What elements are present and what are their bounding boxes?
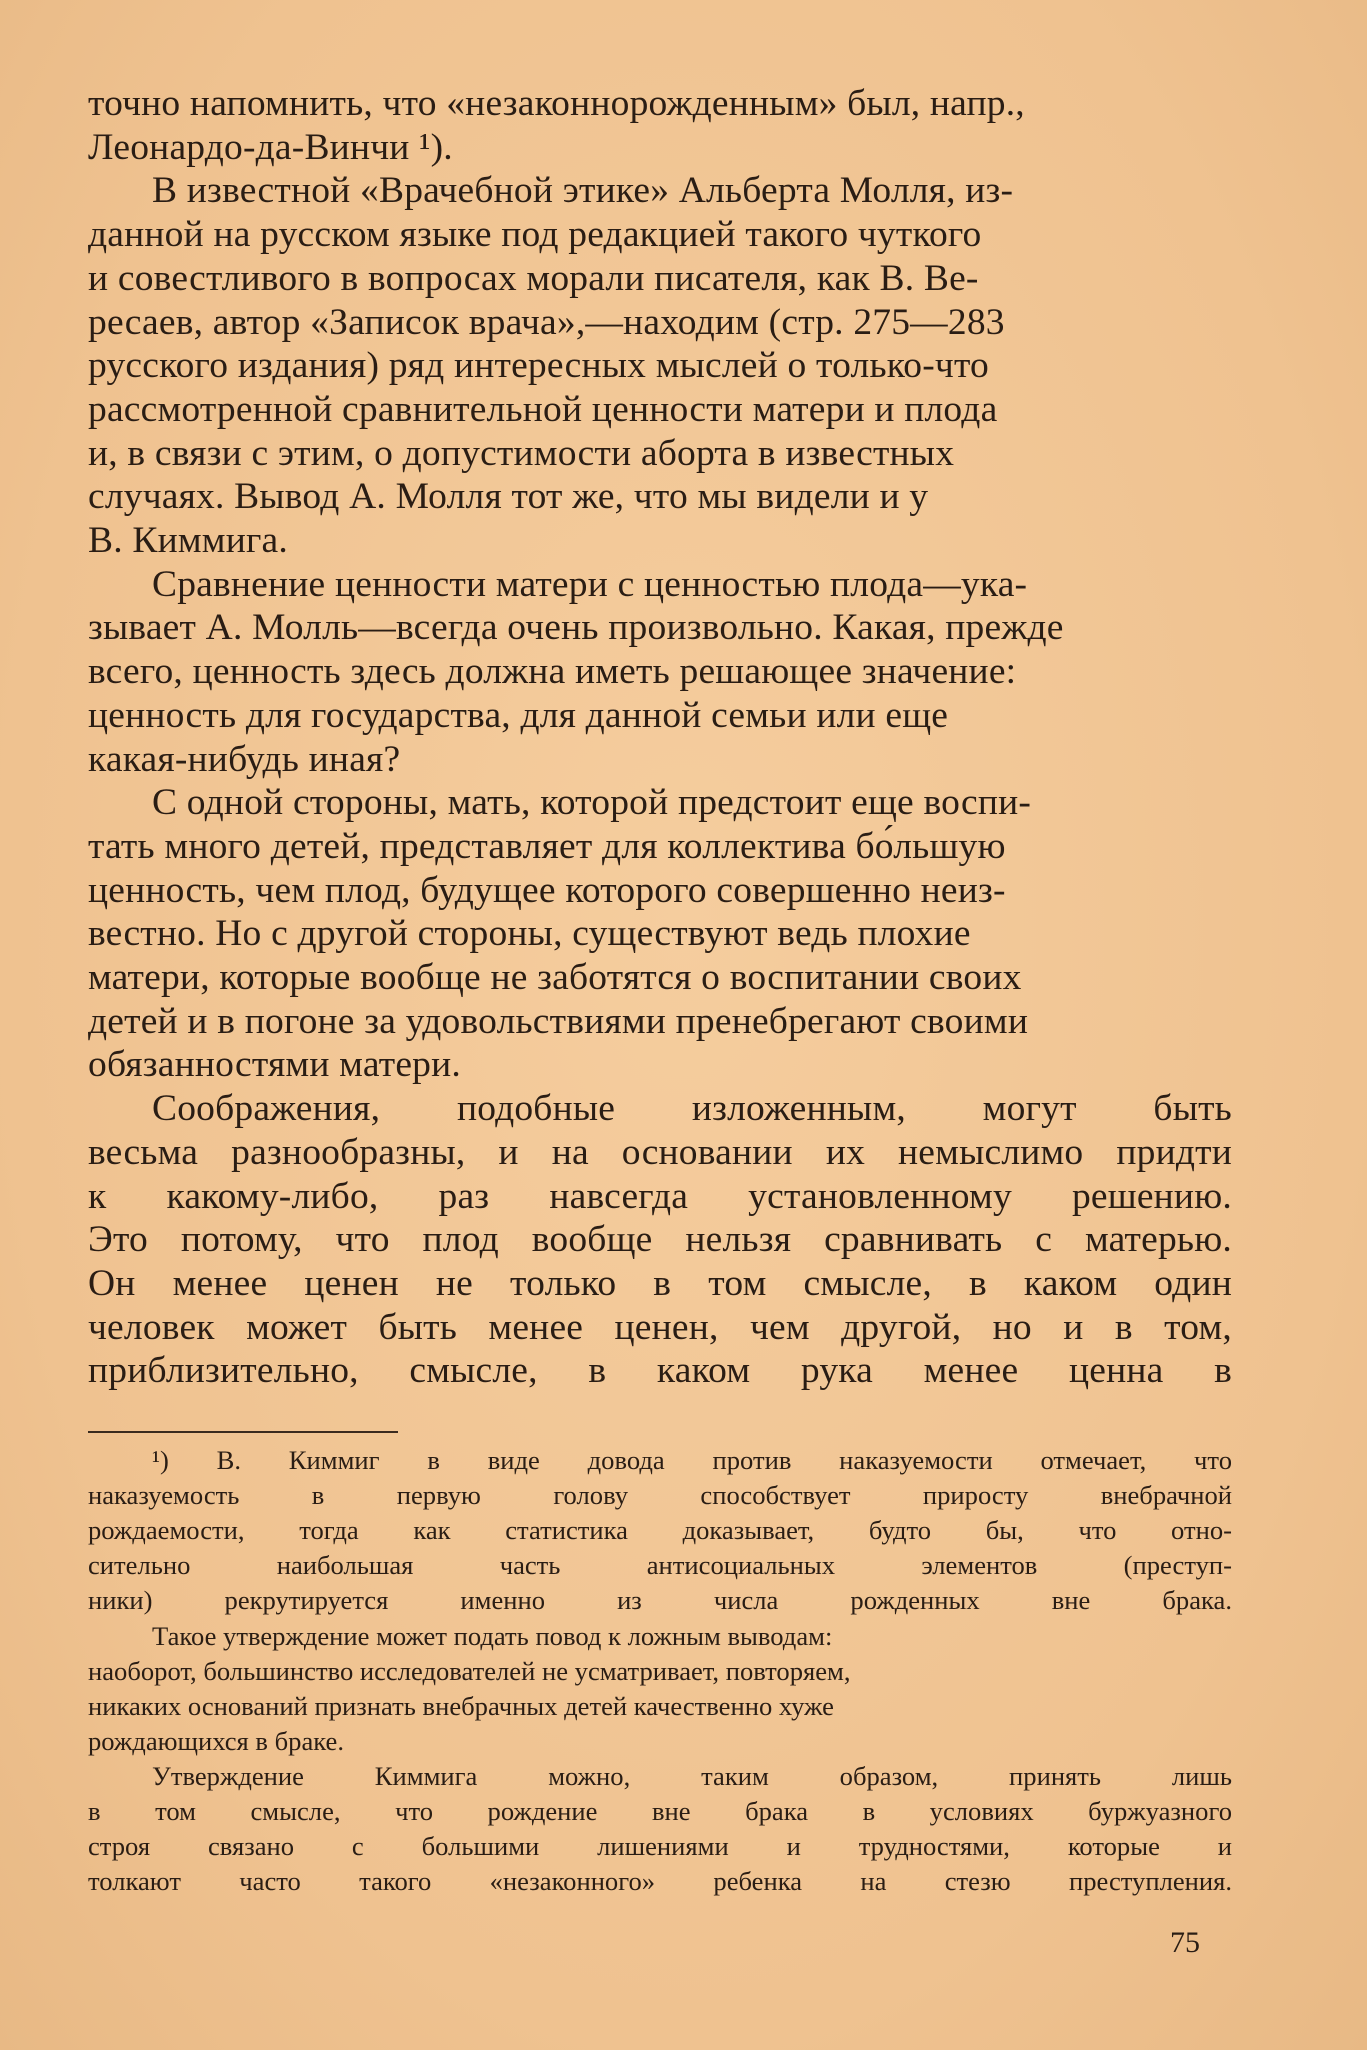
text-line: к какому-либо, раз навсегда установленному решению. <box>88 1175 1232 1217</box>
footnote-line: рождающихся в браке. <box>88 1725 344 1756</box>
book-page <box>88 82 1232 1899</box>
footnote-line: сительно наибольшая часть антисоциальных элементов (преступ- <box>88 1550 1232 1581</box>
text-line: человек может быть менее ценен, чем другой, но и в том, <box>88 1306 1232 1348</box>
paragraph-5 <box>88 1087 1232 1393</box>
text-line: ресаев, автор «Записок врача»,—находим (стр. 275—283 <box>88 301 1005 343</box>
text-line: ценность для государства, для данной семьи или еще <box>88 694 949 736</box>
text-line: матери, которые вообще не заботятся о воспитании своих <box>88 957 1022 999</box>
footnote-line: рождаемости, тогда как статистика доказывает, будто бы, что отно- <box>88 1515 1232 1546</box>
footnotes <box>88 1443 1232 1899</box>
text-line: Сравнение ценности матери с ценностью плода—ука- <box>152 563 1028 605</box>
footnote-paragraph-3 <box>88 1759 1232 1899</box>
text-line: и совестливого в вопросах морали писателя, как В. Ве- <box>88 257 979 299</box>
footnote-line: в том смысле, что рождение вне брака в условиях буржуазного <box>88 1796 1232 1827</box>
footnote-line: ¹) В. Киммиг в виде довода против наказуемости отмечает, что <box>152 1445 1232 1476</box>
text-line: вестно. Но с другой стороны, существуют ведь плохие <box>88 913 971 955</box>
text-line: русского издания) ряд интересных мыслей о только-что <box>88 345 990 387</box>
footnote-line: Утверждение Киммига можно, таким образом, принять лишь <box>152 1760 1232 1791</box>
text-line: В. Киммига. <box>88 520 288 562</box>
text-line: всего, ценность здесь должна иметь решающее значение: <box>88 651 1017 693</box>
text-line: тать много детей, представляет для коллектива бо́льшую <box>88 825 1006 867</box>
text-line: точно напомнить, что «незаконнорожденным» был, напр., <box>88 83 1025 124</box>
text-line: Он менее ценен не только в том смысле, в каком один <box>88 1262 1232 1304</box>
text-line: приблизительно, смысле, в каком рука менее ценна в <box>88 1350 1232 1392</box>
paragraph-3 <box>88 563 1232 782</box>
text-line: Это потому, что плод вообще нельзя сравнивать с матерью. <box>88 1219 1232 1261</box>
page-number: 75 <box>1170 1926 1200 1959</box>
footnote-line: ники) рекрутируется именно из числа рожденных вне брака. <box>88 1585 1232 1616</box>
text-line: детей и в погоне за удовольствиями пренебрегают своими <box>88 1000 1029 1042</box>
footnote-line: строя связано с большими лишениями и трудностями, которые и <box>88 1831 1232 1862</box>
text-line: случаях. Вывод А. Молля тот же, что мы видели и у <box>88 476 929 518</box>
text-line: В известной «Врачебной этике» Альберта Молля, из- <box>152 170 1014 212</box>
footnote-line: наоборот, большинство исследователей не усматривает, повторяем, <box>88 1655 851 1686</box>
text-line: С одной стороны, мать, которой предстоит еще воспи- <box>152 782 1032 824</box>
footnote-paragraph-1 <box>88 1443 1232 1618</box>
text-line: какая-нибудь иная? <box>88 738 401 780</box>
text-line: зывает А. Молль—всегда очень произвольно. Какая, прежде <box>88 607 1064 649</box>
text-line: и, в связи с этим, о допустимости аборта в известных <box>88 432 955 474</box>
footnote-line: никаких оснований признать внебрачных детей качественно хуже <box>88 1690 834 1721</box>
footnote-divider <box>88 1431 398 1433</box>
paragraph-1 <box>88 82 1232 169</box>
footnote-paragraph-2 <box>88 1619 1232 1759</box>
footnote-line: Такое утверждение может подать повод к ложным выводам: <box>152 1620 833 1651</box>
footnote-line: наказуемость в первую голову способствует приросту внебрачной <box>88 1480 1232 1511</box>
text-line: обязанностями матери. <box>88 1044 461 1086</box>
text-line: Леонардо-да-Винчи ¹). <box>88 126 453 168</box>
main-text <box>88 82 1232 1393</box>
text-line: данной на русском языке под редакцией такого чуткого <box>88 214 982 256</box>
text-line: рассмотренной сравнительной ценности матери и плода <box>88 388 998 430</box>
paragraph-2 <box>88 169 1232 562</box>
text-line: Соображения, подобные изложенным, могут быть <box>152 1088 1232 1130</box>
text-line: весьма разнообразны, и на основании их немыслимо придти <box>88 1131 1232 1173</box>
text-line: ценность, чем плод, будущее которого совершенно неиз- <box>88 869 1006 911</box>
footnote-line: толкают часто такого «незаконного» ребенка на стезю преступления. <box>88 1866 1232 1897</box>
paragraph-4 <box>88 781 1232 1087</box>
